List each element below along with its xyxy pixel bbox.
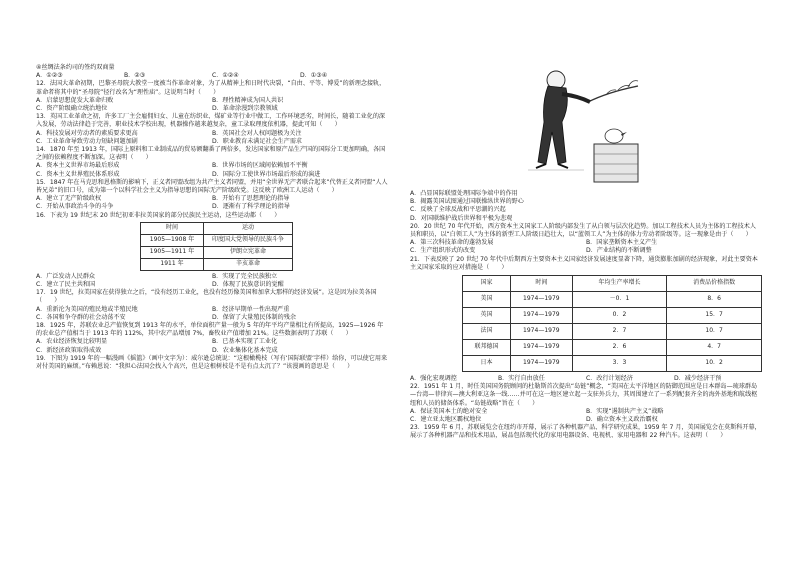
- option[interactable]: C．各国和争夺群的社会动荡不安: [36, 313, 126, 321]
- right-column: [410, 190, 762, 441]
- option[interactable]: C．生产组织形式的改变: [410, 247, 476, 255]
- option[interactable]: A．①②③: [36, 72, 63, 80]
- table-row: [463, 308, 762, 324]
- table-header-cell: 年均生产率增长: [572, 276, 667, 292]
- option[interactable]: D．体现了民族意识的觉醒: [212, 281, 284, 289]
- question-19: 19．下图为 1919 年的一幅漫画《摇篮》（画中文字为）：威尔逊总统说：“这根橄榄枝（写有‘国际联盟’字样）给你，可以使它用来对付美国的麻烦。”布赖恩说：“我担心法国会找入个高兴，但是这根树枝是不是有点太沉了？”该漫画的意思是（ ）: [36, 354, 388, 371]
- table-cell: 8．6: [667, 292, 762, 308]
- question-17-options: [36, 306, 388, 322]
- option[interactable]: D．职业教育未满足社会生产需求: [212, 137, 303, 145]
- table-row: [463, 292, 762, 308]
- option[interactable]: A．广泛发动人民群众: [36, 272, 96, 280]
- question-17: 17．19 世纪，拉美国家在获得独立之后，“没有经历工业化，也没有经历像美国和加拿大那样的经济发展”。这是因为拉美各国（ ）: [36, 289, 377, 305]
- option[interactable]: B．揭露美国试图通过国联操纵世界的野心: [410, 198, 524, 206]
- option[interactable]: B．经济早期单一性出现严重: [212, 305, 290, 313]
- option[interactable]: D．对国联维护战后世界和平极为悲观: [410, 214, 513, 222]
- table-row: [141, 258, 293, 270]
- option[interactable]: B．已基本实现了工业化: [212, 338, 278, 346]
- table-cell: 1974—1979: [510, 340, 572, 356]
- option[interactable]: B．实现“遏制共产主义”战略: [586, 407, 664, 415]
- question-23: 23．1959 年 6 月，苏联展览会在纽约市开幕，展示了各种机器产品、科学研究成果，1959 年 7 月，美国展览会在莫斯科开幕，展示了各种机器产品和技术用品，展品包括现代化的家用电器设备、电视机、家用电器和 22 种汽车。这表明（ ）: [410, 424, 761, 440]
- table-cell: 10．7: [667, 324, 762, 340]
- table-cell: 2．7: [572, 324, 667, 340]
- table-cell: 1974—1979: [510, 292, 572, 308]
- question-21-options: [410, 375, 762, 383]
- question-13: 13．英国工业革命之初，许多工厂主会雇佣妇女、儿童在纺织业、煤矿业等行业中做工，工作环境恶劣，时间长，随着工业化的深入发展，劳动法律趋于完善，职业技术学校出现，机器操作越来越复杂，童工录取理度依机器，提此可知（ ）: [36, 113, 386, 129]
- table-cell: 美国: [463, 292, 511, 308]
- table-row: [463, 324, 762, 340]
- question-21: 21．下表反映了 20 世纪 70 年代中后期西方主要资本主义国家经济发展速度显著下降，通货膨胀加剧的经济现象，对此主要资本主义国家采取的应对措施是（ ）: [410, 255, 758, 271]
- option[interactable]: A．建立了无产阶级政权: [36, 195, 102, 203]
- option[interactable]: C．①②④: [212, 72, 239, 80]
- option[interactable]: A．科技发展对劳动者的素质要求更高: [36, 129, 138, 137]
- question-14: 14．1870 年至 1913 年，国际上原料和工业制成品的贸易额翻番了两倍多，发达国家和原产品生产国的国际分工更加明确，各国之间的依赖程度不断加深。这表明（ ）: [36, 146, 386, 162]
- table-cell: 印度国大党领导的民族斗争: [204, 234, 293, 246]
- table-cell: 1905—1911 年: [141, 246, 204, 258]
- option[interactable]: A．重新沦为美国的殖民地或半殖民地: [36, 305, 138, 313]
- question-22: 22．1951 年 1 月，时任美国国务院顾问的杜勒斯首次提出“岛链”概念，“美国在太平洋地区的防御范围应是日本群岛—琉球群岛—台湾—菲律宾—澳大利亚这条一线……并可在这一地区建立起一支驻外兵力，其周围建立了一系列配套齐全的海外基地和航线枢纽和人员的储备体系。“岛链战略”旨在（ ）: [410, 383, 758, 407]
- question-12-options: [36, 97, 388, 113]
- option[interactable]: D．保留了大量殖民体制的残余: [212, 313, 296, 321]
- option[interactable]: C．改行计划经济: [586, 375, 633, 383]
- option[interactable]: C．建立亚太地区霸权地位: [410, 416, 482, 424]
- option[interactable]: B．②③: [124, 72, 146, 80]
- movements-table: [140, 222, 293, 271]
- table-header-cell: 消费品价格指数: [667, 276, 762, 292]
- option[interactable]: A．保证美国本土的绝对安全: [410, 407, 488, 415]
- question-16: 16．下表为 19 世纪末 20 世纪初亚非拉美国家的部分民族民主运动，这些运动都（ ）: [36, 211, 281, 219]
- table-cell: 辛亥革命: [204, 258, 293, 270]
- table-cell: 15．7: [667, 308, 762, 324]
- option[interactable]: C．资本主义世界殖民体系形成: [36, 170, 120, 178]
- option[interactable]: D．减少经济干预: [674, 375, 722, 383]
- option[interactable]: A．强化宏观调控: [410, 375, 457, 383]
- table-row: [463, 356, 762, 372]
- table-row: [141, 246, 293, 258]
- option[interactable]: D．国际分工使世界市场最后形成的演进: [212, 170, 321, 178]
- cartoon-illustration: [488, 62, 668, 184]
- option[interactable]: D．确立资本主义政治霸权: [586, 416, 658, 424]
- question-13-options: [36, 130, 388, 146]
- option[interactable]: A．资本主义世界市场最后形成: [36, 162, 120, 170]
- table-header-cell: 运动: [204, 222, 293, 234]
- question-12: 12．法国大革命初期，巴黎圣母院大教堂一度被当作革命对象，为了从精神上和日时代决裂，“自由、平等、博爱”的新理念接轨，革命者将其中的“圣母院”径行改名为“理性庙”。这说明当时（ ）: [36, 80, 386, 96]
- table-cell: 4．7: [667, 340, 762, 356]
- question-18: 18．1925 年，苏联农业总产值恢复到 1913 年的水平，单位面积产量一般为 5 年的年平均产量相比有所提高，1925—1926 年的农业总产值相当于 1913 年的 112%，其中农产品增加 7%，畜牧业产值增加 21%。这些数据表明了苏联（ ）: [36, 322, 384, 338]
- option[interactable]: C．开始从事政治斗争的斗争: [36, 203, 114, 211]
- economy-table: [462, 275, 762, 372]
- table-cell: 2．6: [572, 340, 667, 356]
- table-row: [463, 340, 762, 356]
- option[interactable]: C．反映了全球反战和平思潮的兴起: [410, 206, 506, 214]
- table-cell: 1974—1979: [510, 356, 572, 372]
- option[interactable]: A．启蒙思想促发大革命归败: [36, 96, 114, 104]
- option[interactable]: B．实现了完全民族独立: [212, 272, 278, 280]
- table-cell: 伊朗立宪革命: [204, 246, 293, 258]
- option[interactable]: B．开始有了思想理论的指导: [212, 195, 290, 203]
- table-cell: 英国: [463, 308, 511, 324]
- option[interactable]: D．①③④: [300, 72, 328, 80]
- option[interactable]: C．工业革命导致劳动力短缺问题加剧: [36, 137, 138, 145]
- question-14-options: [36, 162, 388, 178]
- table-cell: 1905—1908 年: [141, 234, 204, 246]
- option[interactable]: A．凸显国际联盟处理国际争端中的作用: [410, 190, 518, 197]
- table-header-row: [463, 276, 762, 292]
- table-cell: 3．3: [572, 356, 667, 372]
- table-cell: 1974—1979: [510, 324, 572, 340]
- table-cell: 0．2: [572, 308, 667, 324]
- left-column: [36, 64, 388, 371]
- table-cell: 法国: [463, 324, 511, 340]
- option[interactable]: B．理性精神成为国人共识: [212, 96, 284, 104]
- question-19-options: [410, 190, 762, 223]
- table-cell: 1974—1979: [510, 308, 572, 324]
- table-header-cell: 时间: [141, 222, 204, 234]
- option[interactable]: A．农业经济恢复比较明显: [36, 338, 108, 346]
- option[interactable]: B．世界市场的区域间依赖加不平衡: [212, 162, 308, 170]
- option[interactable]: D．逐渐有了科学理论的指导: [212, 203, 290, 211]
- option[interactable]: D．农业集体化基本完成: [212, 346, 278, 354]
- option[interactable]: D．产业结构的不断调整: [586, 247, 652, 255]
- question-18-options: [36, 338, 388, 354]
- option[interactable]: B．英国社会对人权问题极为关注: [212, 129, 302, 137]
- question-20-options: [410, 239, 762, 255]
- table-header-cell: 时间: [510, 276, 572, 292]
- question-15: 15．1847 年在马克思和恩格斯的影响下，正义者同盟改组为共产主义者同盟，并用“全世界无产者联合起来”代替正义者同盟“人人皆兄弟”的旧口号，成为第一个以科学社会主义为指导思想的国际无产阶级政党。这反映了欧洲工人运动（ ）: [36, 178, 388, 195]
- question-20: 20．20 世纪 70 年代开始，西方资本主义国家工人阶级内部发生了从白领与层次化趋势。加以工程技术人员为主体的工程技术人员和职员，以“白领工人”为主体的新型工人阶级日趋壮大，以“蓝领工人”为主体的体力劳动者阶级等。这一现象是由于（ ）: [410, 222, 756, 239]
- option[interactable]: D．革命涂漫到宗教领域: [212, 105, 278, 113]
- table-cell: －0．1: [572, 292, 667, 308]
- question-22-options: [410, 408, 762, 424]
- option[interactable]: A．第三次科技革命的蓬勃发展: [410, 239, 494, 247]
- table-header-cell: 国家: [463, 276, 511, 292]
- question-11-tail: ④丝绸法条约司的签约双商量: [36, 64, 115, 71]
- option[interactable]: C．建立了民主共和国: [36, 281, 96, 289]
- option[interactable]: C．新经济政策取得成效: [36, 346, 102, 354]
- table-cell: 10．2: [667, 356, 762, 372]
- question-16-options: [36, 273, 388, 289]
- table-cell: 日本: [463, 356, 511, 372]
- option[interactable]: B．国家垄断资本主义产生: [586, 239, 658, 247]
- table-cell: 联邦德国: [463, 340, 511, 356]
- table-cell: 1911 年: [141, 258, 204, 270]
- option[interactable]: C．资产阶级确立统治地位: [36, 105, 108, 113]
- option[interactable]: B．实行自由放任: [498, 375, 545, 383]
- table-header-row: [141, 222, 293, 234]
- question-15-options: [36, 195, 388, 211]
- table-row: [141, 234, 293, 246]
